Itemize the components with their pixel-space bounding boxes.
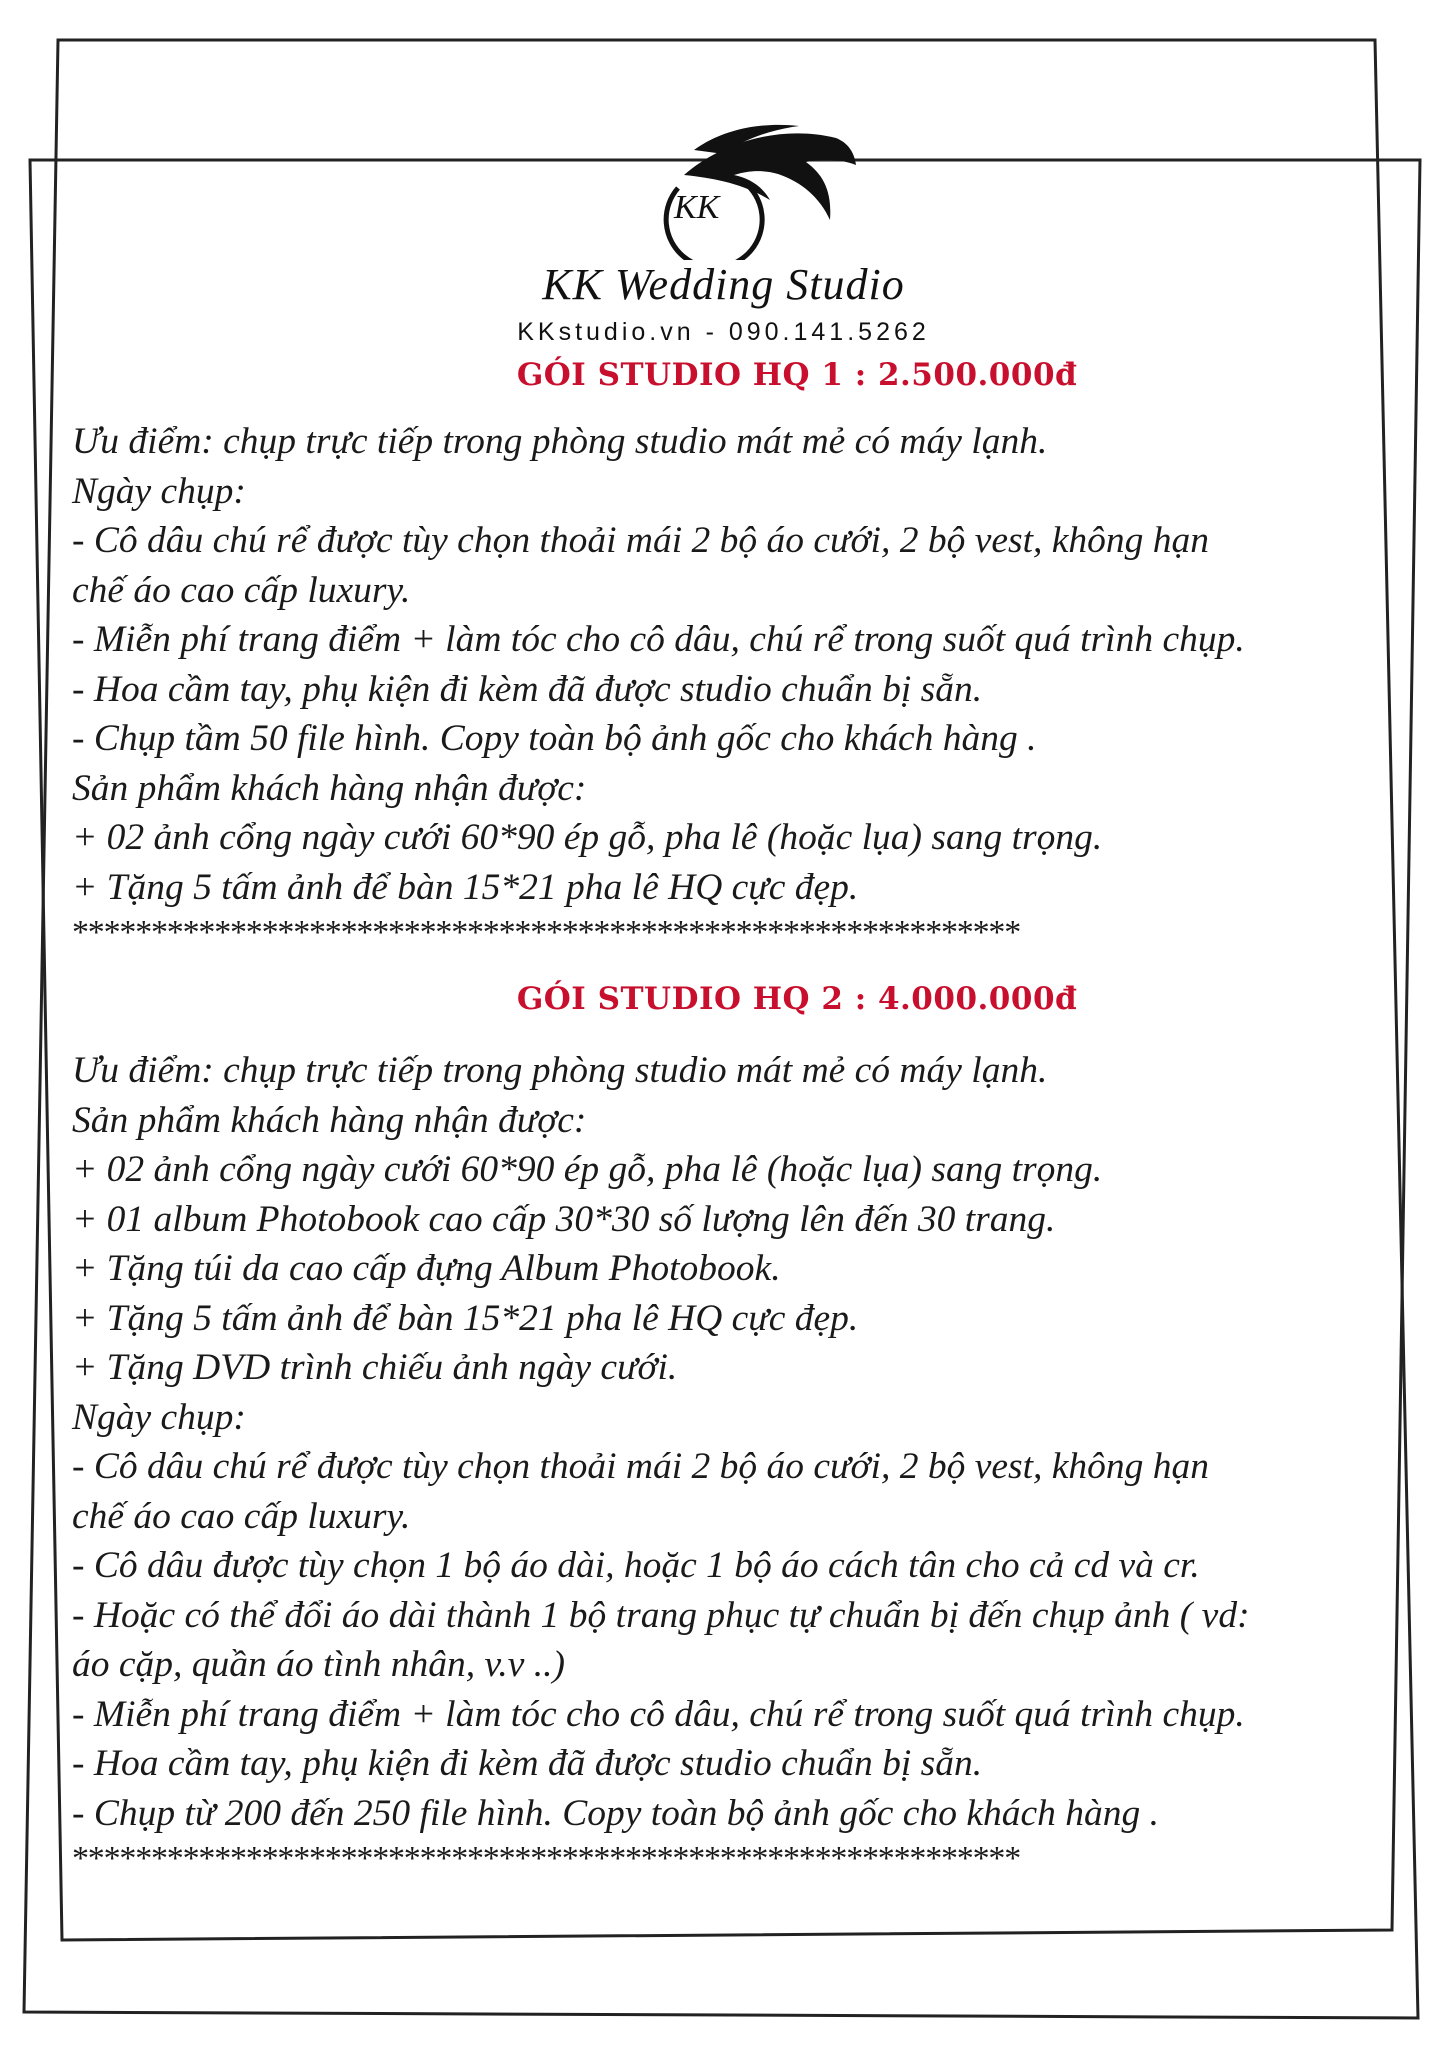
package-1-line: Ngày chụp:	[72, 470, 246, 512]
package-2-line: + Tặng túi da cao cấp đựng Album Photobook.	[72, 1248, 781, 1289]
package-1-line: - Cô dâu chú rể được tùy chọn thoải mái 2 bộ áo cưới, 2 bộ vest, không hạn	[72, 520, 1210, 561]
package-1-line: chế áo cao cấp luxury.	[72, 569, 411, 611]
package-2-line: - Hoa cầm tay, phụ kiện đi kèm đã được studio chuẩn bị sẵn.	[72, 1743, 983, 1784]
package-1-line: - Hoa cầm tay, phụ kiện đi kèm đã được studio chuẩn bị sẵn.	[72, 668, 983, 710]
package-2-line: áo cặp, quần áo tình nhân, v.v ..)	[72, 1644, 565, 1685]
package-1	[72, 345, 1382, 954]
package-2-line: Ngày chụp:	[72, 1396, 246, 1438]
studio-logo	[0, 120, 1447, 347]
package-1-line: - Miễn phí trang điểm + làm tóc cho cô dâu, chú rể trong suốt quá trình chụp.	[72, 619, 1245, 660]
studio-contact: KKstudio.vn - 090.141.5262	[517, 318, 930, 346]
package-1-line: Sản phẩm khách hàng nhận được:	[72, 767, 587, 809]
eye-logo-icon	[574, 120, 874, 260]
package-2	[72, 954, 1382, 1880]
logo-monogram: KK	[673, 189, 719, 226]
package-1-line: - Chụp tầm 50 file hình. Copy toàn bộ ảnh gốc cho khách hàng .	[72, 718, 1037, 759]
package-2-line: - Cô dâu được tùy chọn 1 bộ áo dài, hoặc 1 bộ áo cách tân cho cả cd và cr.	[72, 1545, 1200, 1586]
package-2-line: + Tặng DVD trình chiếu ảnh ngày cưới.	[72, 1347, 678, 1388]
package-2-line: chế áo cao cấp luxury.	[72, 1495, 411, 1537]
studio-name: KK Wedding Studio	[542, 260, 905, 309]
package-2-line: - Chụp từ 200 đến 250 file hình. Copy toàn bộ ảnh gốc cho khách hàng .	[72, 1792, 1159, 1834]
package-1-line: Ưu điểm: chụp trực tiếp trong phòng studio mát mẻ có máy lạnh.	[72, 421, 1048, 462]
package-2-line: + 01 album Photobook cao cấp 30*30 số lượng lên đến 30 trang.	[72, 1198, 1056, 1240]
package-2-line: + 02 ảnh cổng ngày cưới 60*90 ép gỗ, pha lê (hoặc lụa) sang trọng.	[72, 1149, 1103, 1190]
package-2-line: - Miễn phí trang điểm + làm tóc cho cô dâu, chú rể trong suốt quá trình chụp.	[72, 1693, 1245, 1735]
price-list	[72, 345, 1382, 1880]
package-2-separator: ************************************************************	[72, 1840, 1021, 1877]
package-2-line: Sản phẩm khách hàng nhận được:	[72, 1099, 587, 1141]
package-2-line: - Cô dâu chú rể được tùy chọn thoải mái 2 bộ áo cưới, 2 bộ vest, không hạn	[72, 1446, 1210, 1487]
package-2-line: + Tặng 5 tấm ảnh để bàn 15*21 pha lê HQ cực đẹp.	[72, 1297, 859, 1339]
package-2-line: Ưu điểm: chụp trực tiếp trong phòng studio mát mẻ có máy lạnh.	[72, 1050, 1048, 1091]
package-1-line: + 02 ảnh cổng ngày cưới 60*90 ép gỗ, pha lê (hoặc lụa) sang trọng.	[72, 817, 1103, 858]
package-2-title: GÓI STUDIO HQ 2 : 4.000.000đ	[516, 981, 1078, 1017]
package-1-line: + Tặng 5 tấm ảnh để bàn 15*21 pha lê HQ cực đẹp.	[72, 866, 859, 908]
package-1-separator: ************************************************************	[72, 914, 1021, 951]
package-1-title: GÓI STUDIO HQ 1 : 2.500.000đ	[516, 357, 1078, 393]
package-2-line: - Hoặc có thể đổi áo dài thành 1 bộ trang phục tự chuẩn bị đến chụp ảnh ( vd:	[72, 1594, 1250, 1636]
